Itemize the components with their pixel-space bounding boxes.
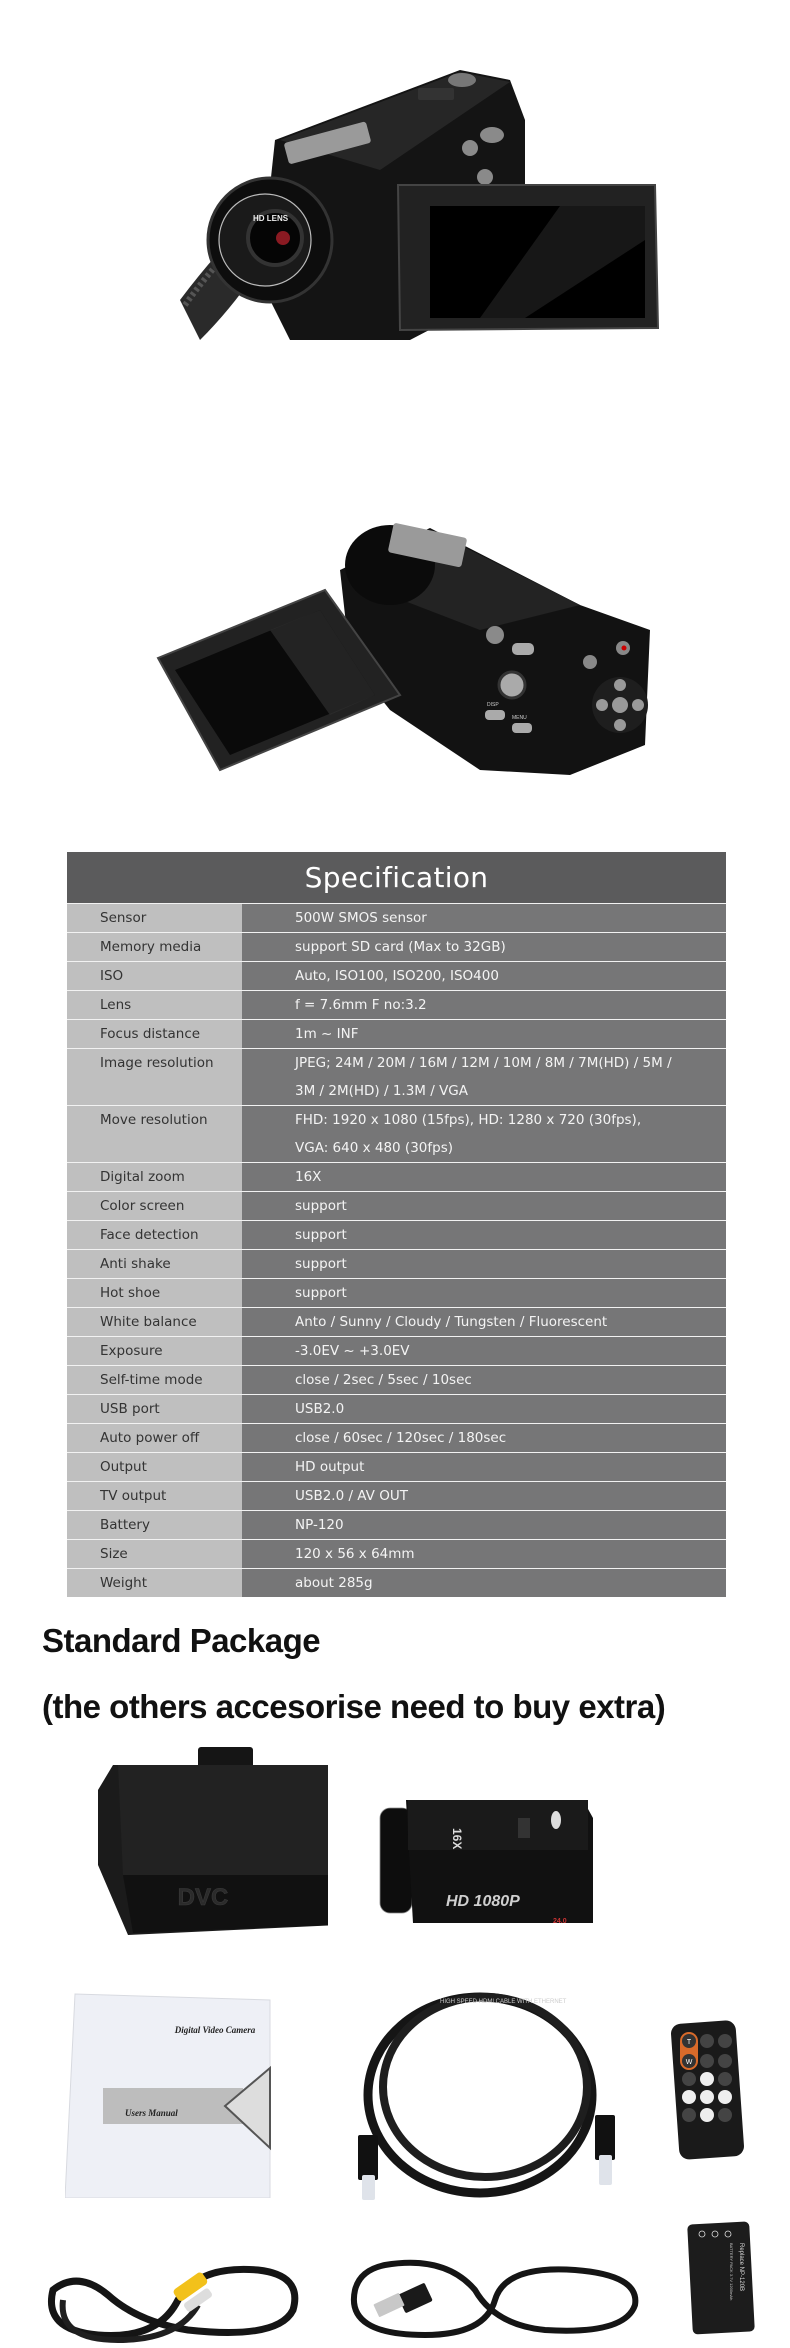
spec-value [242,1192,726,1220]
spec-row [67,932,726,961]
spec-row [67,1307,726,1336]
spec-label: Face detection [67,1221,242,1249]
spec-label: Move resolution [67,1106,242,1162]
battery-label: Replace NP-120B [738,2243,744,2292]
spec-row [67,1336,726,1365]
spec-label: Focus distance [67,1020,242,1048]
product-photo-front [180,40,660,360]
hdmi-cable-label: HIGH SPEED HDMI CABLE WITH ETHERNET [440,1999,567,2005]
spec-value [242,1395,726,1423]
spec-label: Auto power off [67,1424,242,1452]
spec-value-line: HD output [295,1459,365,1475]
spec-row [67,990,726,1019]
spec-row [67,1019,726,1048]
accessory-video-camera [378,1788,598,1936]
lens-label: HD LENS [253,214,289,223]
spec-row [67,1191,726,1220]
accessory-av-cable [38,2250,308,2348]
spec-label: White balance [67,1308,242,1336]
package-subtitle: (the others accesorise need to buy extra) [42,1688,666,1725]
spec-row [67,903,726,932]
product-photo-rear [150,510,670,790]
spec-label: USB port [67,1395,242,1423]
accessory-remote-control [670,2020,745,2160]
spec-value-line: 16X [295,1169,322,1185]
spec-value [242,1424,726,1452]
spec-value-line: 500W SMOS sensor [295,910,427,926]
specification-table [67,852,726,1597]
spec-value [242,991,726,1019]
spec-row [67,1365,726,1394]
spec-label: Weight [67,1569,242,1597]
bag-logo: DVC [177,1884,229,1911]
spec-row [67,1105,726,1162]
spec-row [67,1394,726,1423]
specification-title: Specification [67,852,726,903]
hd-label: HD 1080P [446,1893,520,1910]
spec-value-line: JPEG; 24M / 20M / 16M / 12M / 10M / 8M / 7M(HD) / 5M / [295,1055,672,1071]
spec-value-line: support SD card (Max to 32GB) [295,939,506,955]
spec-value [242,1453,726,1481]
spec-label: Self-time mode [67,1366,242,1394]
spec-value-line: VGA: 640 x 480 (30fps) [295,1140,453,1156]
spec-label: Sensor [67,904,242,932]
spec-value [242,1337,726,1365]
spec-label: TV output [67,1482,242,1510]
megapixel-label: 24.0 [553,1918,567,1925]
spec-value-line: close / 2sec / 5sec / 10sec [295,1372,472,1388]
accessory-user-manual [65,1988,290,2198]
spec-value-line: f = 7.6mm F no:3.2 [295,997,427,1013]
spec-row [67,1423,726,1452]
spec-row [67,1249,726,1278]
remote-t-label: T [686,2039,692,2046]
spec-value [242,1482,726,1510]
spec-value-line: support [295,1256,347,1272]
spec-value-line: 1m ~ INF [295,1026,359,1042]
manual-subtitle: Users Manual [125,2108,178,2118]
remote-w-label: W [685,2059,693,2066]
specification-rows [67,903,726,1597]
spec-value-line: USB2.0 / AV OUT [295,1488,408,1504]
spec-value-line: support [295,1285,347,1301]
spec-value-line: FHD: 1920 x 1080 (15fps), HD: 1280 x 720 (30fps), [295,1112,642,1128]
spec-value-line: support [295,1198,347,1214]
spec-value [242,1020,726,1048]
spec-value [242,1540,726,1568]
spec-value-line: USB2.0 [295,1401,345,1417]
spec-value [242,1569,726,1597]
spec-value [242,904,726,932]
spec-value-line: close / 60sec / 120sec / 180sec [295,1430,507,1446]
spec-value-line: -3.0EV ~ +3.0EV [295,1343,410,1359]
spec-label: Image resolution [67,1049,242,1105]
spec-value-line: about 285g [295,1575,373,1591]
spec-label: Digital zoom [67,1163,242,1191]
spec-value-line: Anto / Sunny / Cloudy / Tungsten / Fluorescent [295,1314,608,1330]
spec-value [242,1250,726,1278]
spec-label: Hot shoe [67,1279,242,1307]
spec-row [67,1539,726,1568]
spec-label: Anti shake [67,1250,242,1278]
spec-label: Battery [67,1511,242,1539]
spec-value-line: 120 x 56 x 64mm [295,1546,415,1562]
disp-label: DISP [487,702,499,708]
spec-value [242,1106,726,1162]
manual-title: Digital Video Camera [174,2025,256,2035]
spec-value-line: support [295,1227,347,1243]
spec-value [242,1308,726,1336]
spec-label: Output [67,1453,242,1481]
spec-row [67,1278,726,1307]
package-title: Standard Package [42,1622,321,1659]
spec-value [242,1279,726,1307]
spec-row [67,1481,726,1510]
accessory-camera-bag [88,1745,328,1945]
spec-row [67,1510,726,1539]
spec-value [242,1511,726,1539]
spec-value-line: 3M / 2M(HD) / 1.3M / VGA [295,1083,468,1099]
battery-spec: BATTERY PACK 3.7V 1200mAh [729,2243,734,2301]
menu-label: MENU [512,715,527,721]
spec-value [242,1163,726,1191]
spec-label: Memory media [67,933,242,961]
spec-row [67,1568,726,1597]
spec-row [67,961,726,990]
spec-label: Size [67,1540,242,1568]
spec-value [242,1221,726,1249]
spec-label: Lens [67,991,242,1019]
spec-value [242,962,726,990]
spec-value [242,933,726,961]
spec-label: ISO [67,962,242,990]
spec-row [67,1048,726,1105]
accessory-hdmi-cable [340,1975,620,2215]
spec-row [67,1162,726,1191]
spec-row [67,1220,726,1249]
spec-value-line: NP-120 [295,1517,344,1533]
spec-value-line: Auto, ISO100, ISO200, ISO400 [295,968,499,984]
accessory-battery [680,2218,760,2338]
zoom-label: 16X [450,1828,464,1850]
spec-value [242,1366,726,1394]
spec-value [242,1049,726,1105]
spec-row [67,1452,726,1481]
spec-label: Color screen [67,1192,242,1220]
spec-label: Exposure [67,1337,242,1365]
accessory-usb-cable [345,2250,645,2348]
